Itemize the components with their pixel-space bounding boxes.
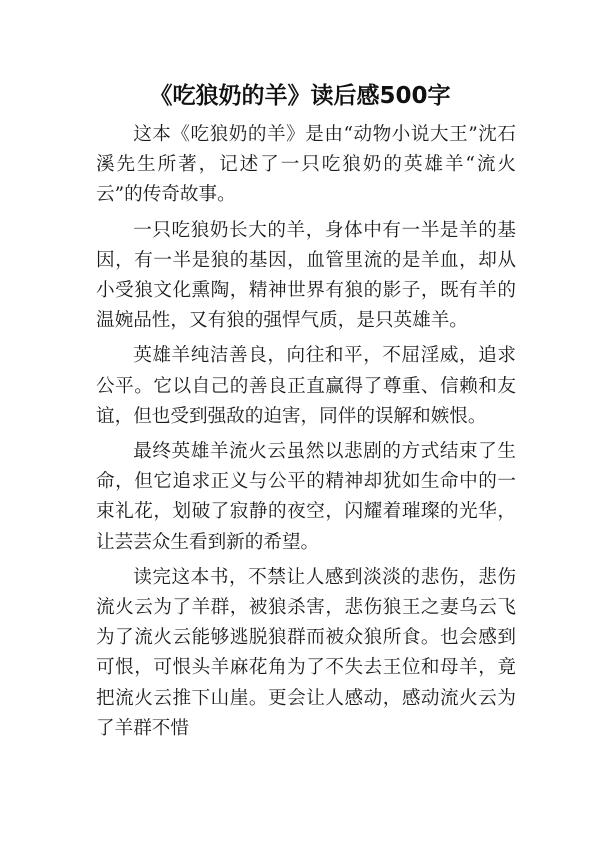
document-title: 《吃狼奶的羊》读后感500字 (149, 83, 451, 109)
paragraph-3: 英雄羊纯洁善良，向往和平，不屈淫威，追求公平。它以自己的善良正直赢得了尊重、信赖和友谊，但也受到强敌的迫害，同伴的误解和嫉恨。 (96, 345, 516, 427)
paragraph-1: 这本《吃狼奶的羊》是由“动物小说大王”沈石溪先生所著，记述了一只吃狼奶的英雄羊“流火云”的传奇故事。 (96, 124, 516, 206)
paragraph-4: 最终英雄羊流火云虽然以悲剧的方式结束了生命，但它追求正义与公平的精神却犹如生命中的一束礼花，划破了寂静的夜空，闪耀着璀璨的光华，让芸芸众生看到新的希望。 (96, 441, 516, 553)
document-body (96, 120, 516, 744)
paragraph-2: 一只吃狼奶长大的羊，身体中有一半是羊的基因，有一半是狼的基因，血管里流的是羊血，却从小受狼文化熏陶，精神世界有狼的影子，既有羊的温婉品性，又有狼的强悍气质，是只英雄羊。 (96, 219, 516, 332)
paragraph-5: 读完这本书，不禁让人感到淡淡的悲伤，悲伤流火云为了羊群，被狼杀害，悲伤狼王之妻乌云飞为了流火云能够逃脱狼群而被众狼所食。也会感到可恨，可恨头羊麻花角为了不失去王位和母羊，竟把流火云推下山崖。更会让人感动，感动流火云为了羊群不惜 (96, 566, 516, 739)
